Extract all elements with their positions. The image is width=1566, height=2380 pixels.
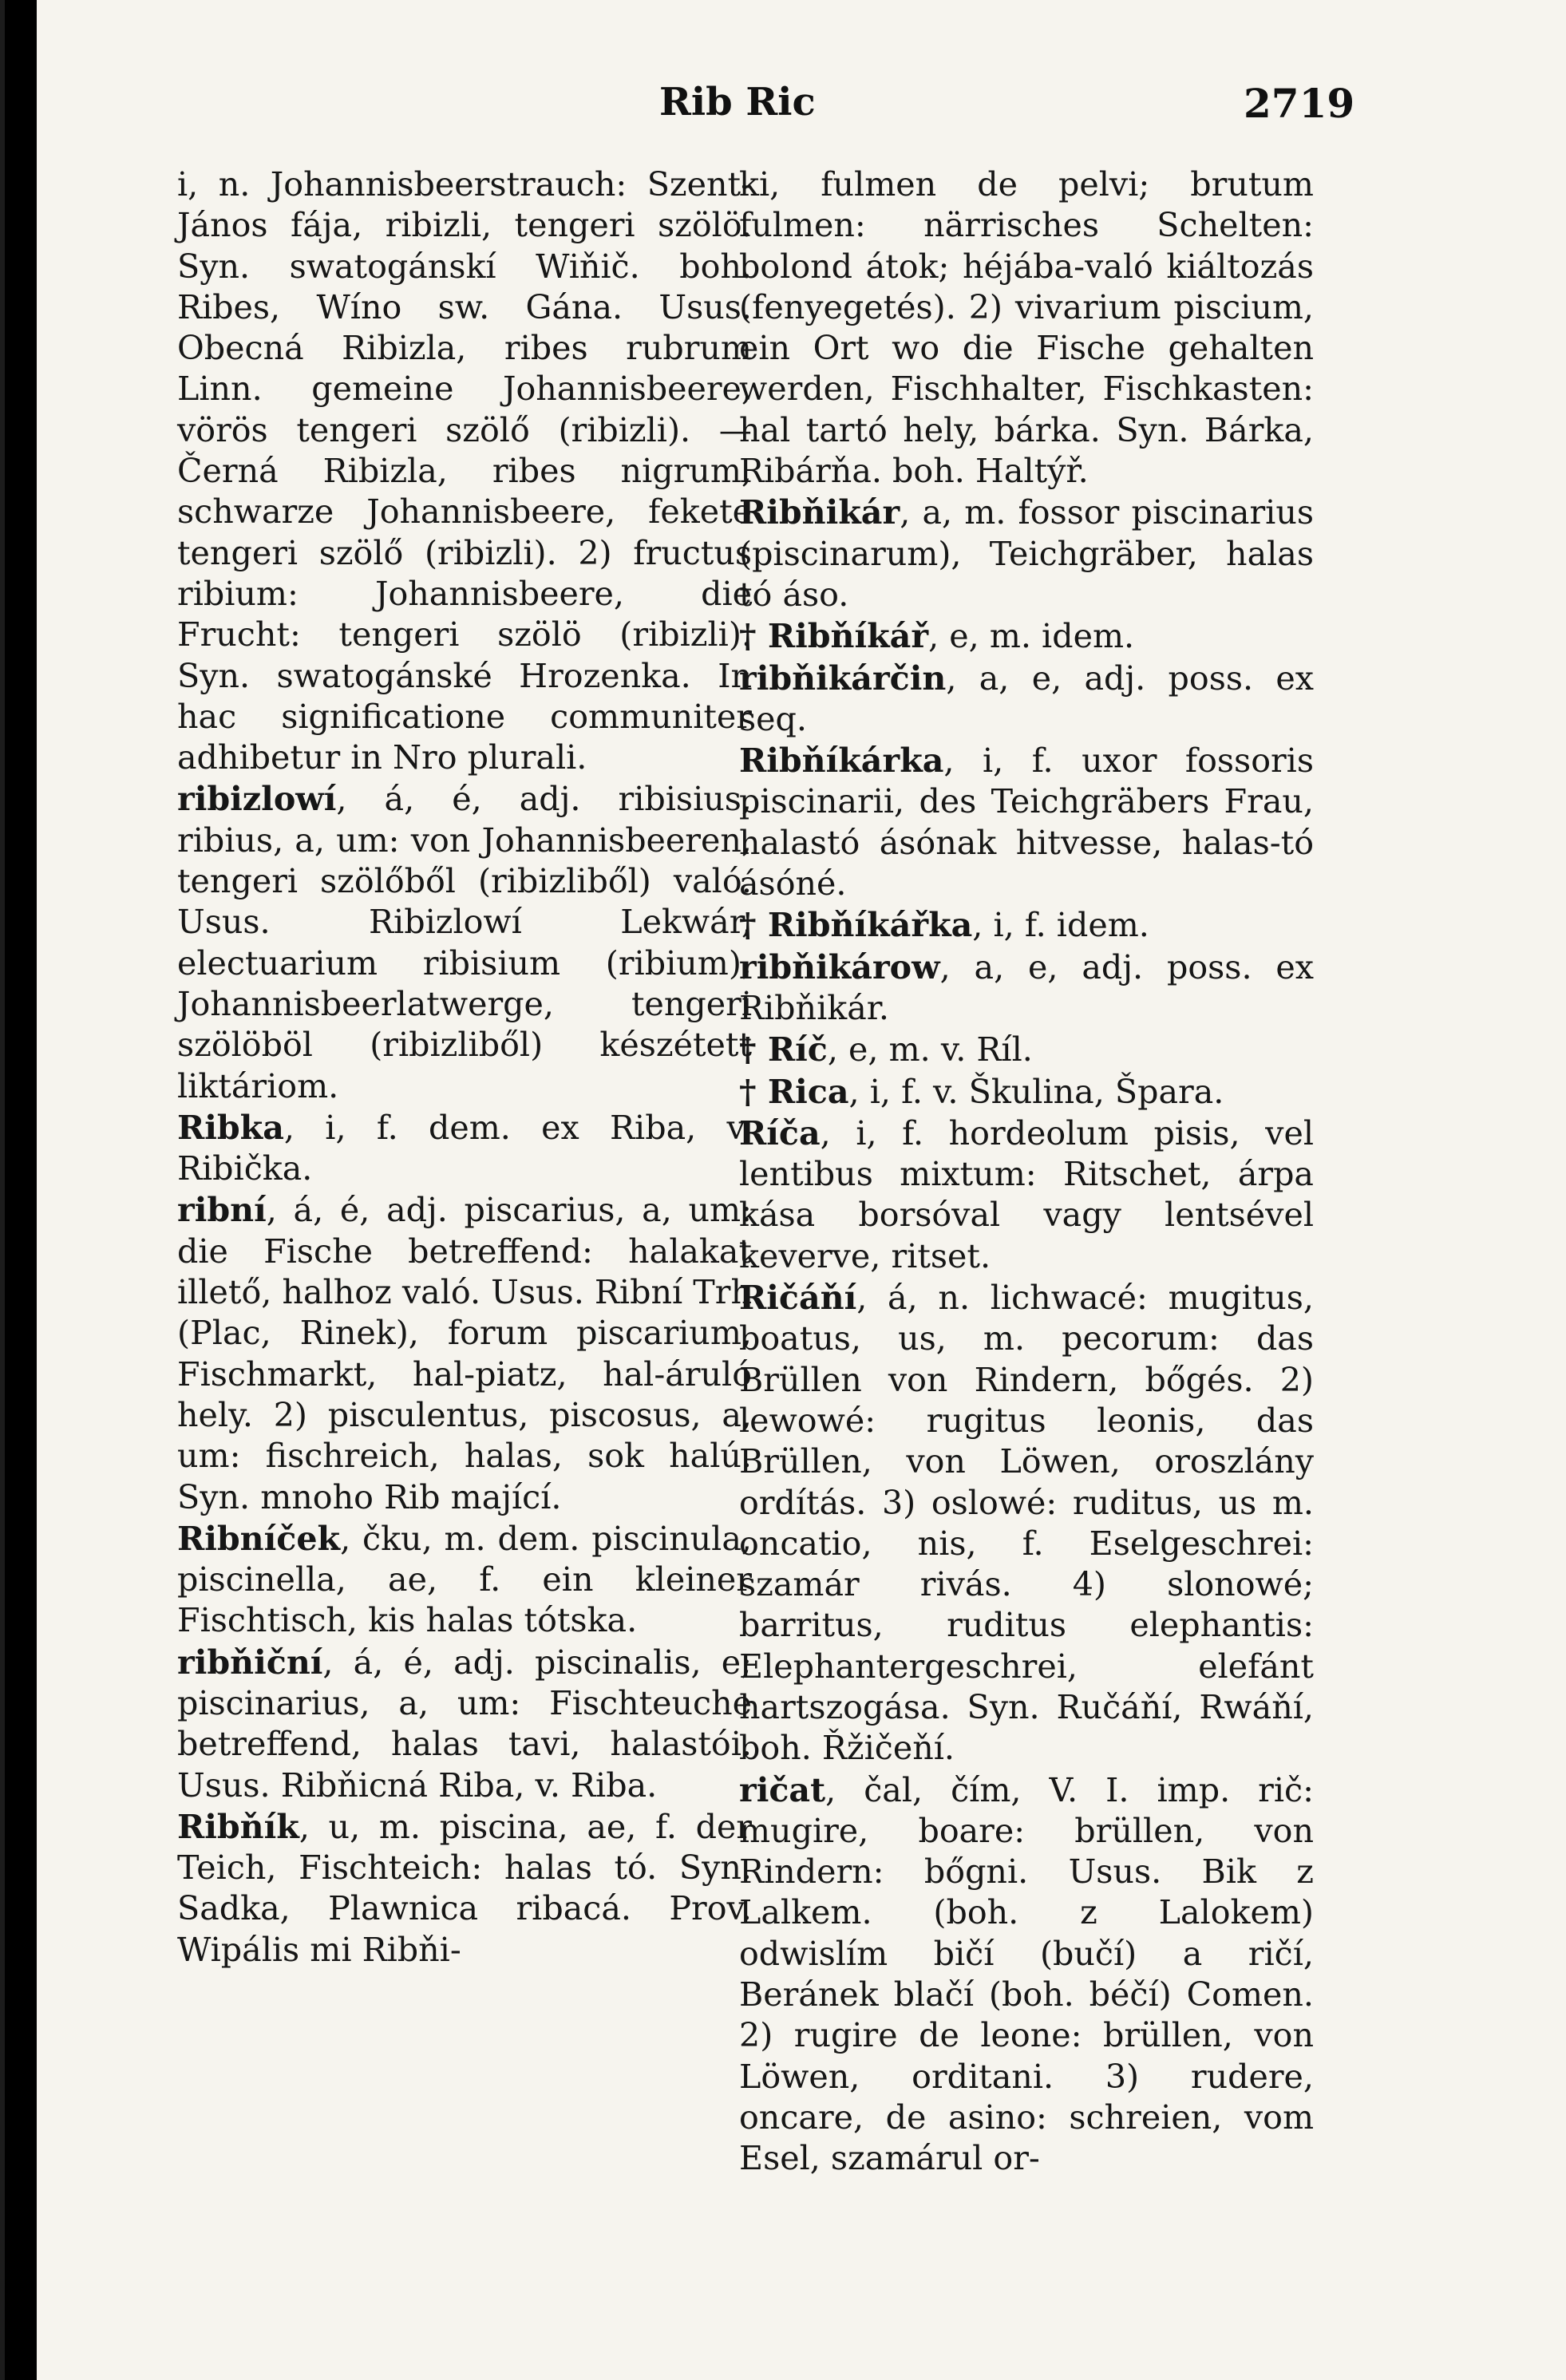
page-number: 2719: [1244, 80, 1355, 127]
entry-headword: Ribňík: [177, 1806, 299, 1846]
entry-text: , i, f. uxor fossoris piscinarii, des Teichgräbers Frau, halastó ásónak hitvesse, halas-tó ásóné.: [739, 741, 1314, 903]
binding-edge: [0, 0, 5, 2380]
entry-headword: † Rica: [739, 1071, 849, 1111]
dictionary-entry: [177, 1518, 752, 1642]
dictionary-entry: [177, 1189, 752, 1517]
dictionary-entry: [177, 164, 752, 778]
entry-headword: Ribka: [177, 1107, 284, 1147]
right-column: [739, 164, 1314, 2180]
dictionary-entry: [739, 164, 1314, 492]
entry-text: , á, é, adj. piscinalis, e; piscinarius, a, um: Fischteuche betreffend, halas tavi, halastói. Usus. Ribňicná Riba, v. Riba.: [177, 1643, 752, 1805]
dictionary-entry: [739, 740, 1314, 904]
entry-text: , e, m. v. Ríl.: [827, 1030, 1033, 1069]
dictionary-entry: [739, 947, 1314, 1030]
running-head: Rib Ric: [659, 80, 816, 125]
dictionary-entry: [739, 1071, 1314, 1113]
left-column: [177, 164, 752, 1971]
dictionary-page: [37, 0, 1566, 2380]
entry-text: , a, m. fossor piscinarius (piscinarum), Teichgräber, halas tó áso.: [739, 493, 1314, 614]
entry-text: , a, e, adj. poss. ex seq.: [739, 658, 1314, 738]
entry-headword: Ribňíkárka: [739, 741, 944, 781]
entry-text: , i, f. hordeolum pisis, vel lentibus mixtum: Ritschet, árpa kása borsóval vagy lentsével keverve, ritset.: [739, 1113, 1314, 1275]
entry-headword: † Ribňíkářka: [739, 905, 973, 945]
entry-headword: Ričáňí: [739, 1278, 857, 1318]
entry-text: , e, m. idem.: [928, 617, 1135, 656]
entry-headword: ribňikárčin: [739, 658, 947, 698]
entry-headword: † Ríč: [739, 1030, 828, 1069]
dictionary-entry: [739, 1769, 1314, 2180]
entry-text: , čku, m. dem. piscinula, piscinella, ae, f. ein kleiner Fischtisch, kis halas tótska.: [177, 1519, 752, 1640]
dictionary-entry: [739, 615, 1314, 657]
entry-text: , i, f. idem.: [972, 906, 1149, 945]
entry-headword: ribňikárow: [739, 947, 940, 986]
dictionary-entry: [739, 492, 1314, 615]
dictionary-entry: [177, 778, 752, 1106]
dictionary-entry: [177, 1806, 752, 1971]
dictionary-entry: [739, 904, 1314, 946]
dictionary-entry: [739, 658, 1314, 741]
dictionary-entry: [739, 1277, 1314, 1769]
entry-headword: ričat: [739, 1769, 826, 1809]
dictionary-entry: [739, 1113, 1314, 1277]
entry-text: , a, e, adj. poss. ex Ribňikár.: [739, 947, 1314, 1027]
entry-headword: Ríča: [739, 1113, 821, 1152]
entry-headword: † Ribňíkář: [739, 616, 929, 656]
entry-headword: Ribňikár: [739, 492, 900, 532]
entry-text: , á, é, adj. ribisius, ribius, a, um: von Johannisbeeren, tengeri szölőből (ribizliből) való. Usus. Ribizlowí Lekwár, electuarium ribisium (ribium), Johannisbeerlatwerge, tengeri szölöböl (ribizliből) készétett liktáriom.: [177, 780, 752, 1105]
dictionary-entry: [177, 1107, 752, 1190]
entry-text: , á, n. lichwacé: mugitus, boatus, us, m. pecorum: das Brüllen von Rindern, bőgés. 2) lewowé: rugitus leonis, das Brüllen, von Löwen, oroszlány ordítás. 3) oslowé: ruditus, us m. oncatio, nis, f. Eselgeschrei: szamár rivás. 4) slonowé; barritus, ruditus elephantis: Elephantergeschrei, elefánt hartszogása. Syn. Ručáňí, Rwáňí, boh. Řžičeňí.: [739, 1279, 1314, 1768]
entry-text: , u, m. piscina, ae, f. der Teich, Fischteich: halas tó. Syn. Sadka, Plawnica ribacá. Prov. Wipális mi Ribňi-: [177, 1807, 752, 1969]
dictionary-entry: [739, 1029, 1314, 1070]
entry-text: , i, f. v. Škulina, Špara.: [848, 1072, 1224, 1111]
entry-text: ki, fulmen de pelvi; brutum fulmen: närrisches Schelten: bolond átok; héjába-való kiáltozás (fenyegetés). 2) vivarium piscium, ein Ort wo die Fische gehalten werden, Fischhalter, Fischkasten: hal tartó hely, bárka. Syn. Bárka, Ribárňa. boh. Haltýř.: [739, 165, 1314, 491]
entry-text: , i, f. dem. ex Riba, v. Ribička.: [177, 1108, 752, 1188]
entry-text: , á, é, adj. piscarius, a, um: die Fische betreffend: halakat illető, halhoz való. Usus. Ribní Trh (Plac, Rinek), forum piscarium, Fischmarkt, hal-piatz, hal-áruló hely. 2) pisculentus, piscosus, a, um: fischreich, halas, sok halú. Syn. mnoho Rib mající.: [177, 1191, 752, 1516]
entry-headword: ribňiční: [177, 1642, 323, 1682]
entry-text: i, n. Johannisbeerstrauch: Szent-János fája, ribizli, tengeri szölö. Syn. swatogánskí Wiňič. boh. Ribes, Wíno sw. Gána. Usus. Obecná Ribizla, ribes rubrum Linn. gemeine Johannisbeere, vörös tengeri szölő (ribizli). — Černá Ribizla, ribes nigrum, schwarze Johannisbeere, fekete tengeri szölő (ribizli). 2) fructus ribium: Johannisbeere, die Frucht: tengeri szölö (ribizli). Syn. swatogánské Hrozenka. In hac significatione communiter adhibetur in Nro plurali.: [177, 165, 752, 777]
entry-headword: Ribníček: [177, 1518, 341, 1558]
entry-headword: ribní: [177, 1190, 267, 1230]
dictionary-entry: [177, 1642, 752, 1806]
entry-headword: ribizlowí: [177, 779, 337, 819]
entry-text: , čal, čím, V. I. imp. rič: mugire, boare: brüllen, von Rindern: bőgni. Usus. Bik z Lalkem. (boh. z Lalokem) odwislím bičí (bučí) a ričí, Beránek blačí (boh. béčí) Comen. 2) rugire de leone: brüllen, von Löwen, orditani. 3) rudere, oncare, de asino: schreien, vom Esel, szamárul or-: [739, 1770, 1314, 2178]
page-header: [37, 80, 1566, 136]
